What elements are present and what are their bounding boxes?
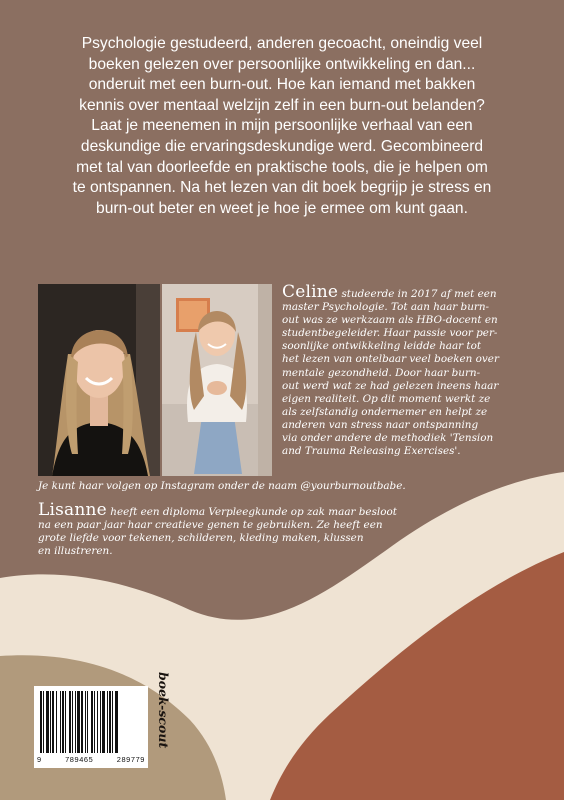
barcode-bar <box>94 691 95 753</box>
barcode-bar <box>72 691 73 753</box>
barcode-bar <box>52 691 54 753</box>
author-name-lisanne: Lisanne <box>38 500 107 520</box>
barcode-bars <box>40 691 142 753</box>
barcode-bar <box>56 691 57 753</box>
barcode-bar <box>97 691 98 753</box>
back-cover-blurb: Psychologie gestudeerd, anderen gecoacht, oneindig veel boeken gelezen over persoonlijke ontwikkeling en dan... onderuit met een burn-out. Hoe kan iemand met bakken kennis over mentaal welzijn zelf in een burn-out belanden? Laat je meenemen in mijn persoonlijke verhaal van een deskundige die ervaringsdeskundige werd. Gecombineerd met tal van doorleefde en praktische tools, die je helpen om te ontspannen. Na het lezen van dit boek begrijp je stress en burn-out beter en weet je hoe je ermee om kunt gaan. <box>72 35 492 217</box>
author-name-celine: Celine <box>282 282 339 302</box>
author-bio-celine: Celine studeerde in 2017 af met een master Psychologie. Tot aan haar burn- out was ze werkzaam als HBO-docent en studentbegeleider. Haar passie voor per- soonlijke ontwikkeling leidde haar tot het lezen van ontelbaar veel boeken over mentale gezondheid. Door haar burn- out werd wat ze had gelezen ineens haar eigen realiteit. Op dit moment werkt ze als zelfstandig ondernemer en helpt ze anderen van stress naar ontspanning via onder andere de methodiek 'Tension and Trauma Releasing Exercises'. <box>282 282 499 458</box>
isbn-part: 289779 <box>116 755 145 764</box>
author-bio-lisanne: Lisanne heeft een diploma Verpleegkunde op zak maar besloot na een paar jaar haar creatieve genen te gebruiken. Ze heeft een grote liefde voor tekenen, schilderen, kleding maken, klussen en illustreren. <box>38 500 397 558</box>
barcode-bar <box>85 691 86 753</box>
barcode-bar <box>112 691 113 753</box>
barcode-bar <box>75 691 76 753</box>
isbn-number <box>37 755 145 764</box>
barcode-bar <box>100 691 101 753</box>
isbn-barcode <box>34 686 148 768</box>
barcode-bar <box>91 691 93 753</box>
barcode-bar <box>102 691 105 753</box>
author-standing-photo <box>162 284 272 476</box>
barcode-bar <box>77 691 80 753</box>
barcode-bar <box>109 691 111 753</box>
barcode-bar <box>107 691 108 753</box>
barcode-bar <box>65 691 66 753</box>
barcode-bar <box>115 691 118 753</box>
barcode-bar <box>81 691 83 753</box>
instagram-line: Je kunt haar volgen op Instagram onder de naam @yourburnoutbabe. <box>38 480 406 492</box>
barcode-bar <box>87 691 88 753</box>
barcode-bar <box>69 691 71 753</box>
barcode-bar <box>50 691 51 753</box>
barcode-bar <box>60 691 61 753</box>
barcode-bar <box>43 691 44 753</box>
publisher-logo: boek-scout <box>156 672 171 749</box>
author-photos <box>38 284 272 476</box>
barcode-bar <box>62 691 64 753</box>
isbn-part: 9 <box>37 755 42 764</box>
author-portrait-photo <box>38 284 160 476</box>
isbn-part: 789465 <box>65 755 94 764</box>
barcode-bar <box>40 691 42 753</box>
barcode-bar <box>46 691 49 753</box>
